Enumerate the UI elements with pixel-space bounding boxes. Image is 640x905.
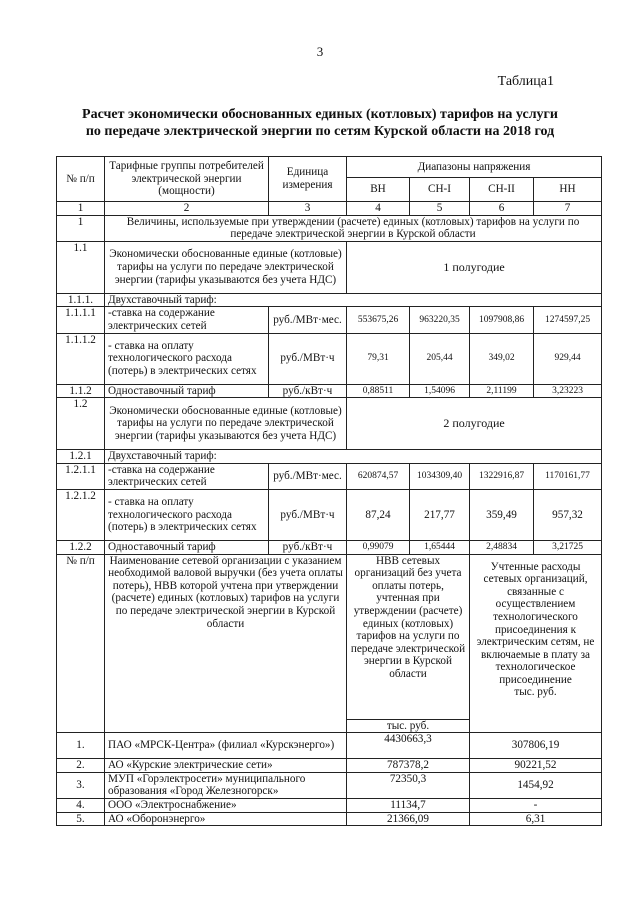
col-num-5: 5 bbox=[410, 202, 470, 216]
col-num-3: 3 bbox=[269, 202, 347, 216]
h1-maint-nn: 1274597,25 bbox=[534, 307, 602, 333]
org-row-4-num: 4. bbox=[57, 798, 105, 812]
h1-loss-sn1: 205,44 bbox=[410, 333, 470, 384]
h2-loss-nn: 957,32 bbox=[534, 489, 602, 540]
h2-num: 1.2 bbox=[57, 398, 105, 450]
h2-loss-vn: 87,24 bbox=[347, 489, 410, 540]
col-num-1: 1 bbox=[57, 202, 105, 216]
h2-loss-label: - ставка на оплату технологического расхода (потерь) в электрических сетях bbox=[105, 489, 269, 540]
col-num-4: 4 bbox=[347, 202, 410, 216]
h2-maint-unit: руб./МВт·мес. bbox=[269, 463, 347, 489]
org-row-2-nvv: 787378,2 bbox=[347, 759, 470, 773]
h1-two-rate-num: 1.1.1. bbox=[57, 293, 105, 307]
h1-maint-unit: руб./МВт·мес. bbox=[269, 307, 347, 333]
h2-single-sn1: 1,65444 bbox=[410, 540, 470, 554]
h2-loss-unit: руб./МВт·ч bbox=[269, 489, 347, 540]
h2-single-nn: 3,21725 bbox=[534, 540, 602, 554]
org-row-4-nvv: 11134,7 bbox=[347, 798, 470, 812]
h1-single-nn: 3,23223 bbox=[534, 384, 602, 398]
org-row-4-name: ООО «Электроснабжение» bbox=[105, 798, 347, 812]
h2-two-rate-num: 1.2.1 bbox=[57, 450, 105, 464]
org-row-3-name: МУП «Горэлектросети» муниципального образования «Город Железногорск» bbox=[105, 772, 347, 798]
h1-loss-vn: 79,31 bbox=[347, 333, 410, 384]
org-row-4-exp: - bbox=[470, 798, 602, 812]
h1-single-label: Одноставочный тариф bbox=[105, 384, 269, 398]
h2-single-vn: 0,99079 bbox=[347, 540, 410, 554]
h2-maint-num: 1.2.1.1 bbox=[57, 463, 105, 489]
org-row-3-exp: 1454,92 bbox=[470, 772, 602, 798]
h1-single-sn2: 2,11199 bbox=[470, 384, 534, 398]
section1-text: Величины, используемые при утверждении (расчете) единых (котловых) тарифов на услуги по передаче электрической энергии в Курской области bbox=[105, 215, 602, 241]
h2-single-sn2: 2,48834 bbox=[470, 540, 534, 554]
h2-text: Экономически обоснованные единые (котловые) тарифы на услуги по передаче электрической энергии (тарифы указываются без учета НДС) bbox=[105, 398, 347, 450]
h1-maint-sn1: 963220,35 bbox=[410, 307, 470, 333]
h1-loss-num: 1.1.1.2 bbox=[57, 333, 105, 384]
h1-maint-vn: 553675,26 bbox=[347, 307, 410, 333]
org-row-2-num: 2. bbox=[57, 759, 105, 773]
org-row-5-name: АО «Оборонэнерго» bbox=[105, 812, 347, 826]
page-number: 3 bbox=[316, 44, 324, 59]
h2-loss-num: 1.2.1.2 bbox=[57, 489, 105, 540]
orgs-exp-head: Учтенные расходы сетевых организаций, связанные с осуществлением технологического присоединения к электрическим сетям, не включаемые в плату за технологическое присоединение bbox=[476, 560, 595, 686]
h1-period: 1 полугодие bbox=[347, 241, 602, 293]
col-num-2: 2 bbox=[105, 202, 269, 216]
h1-single-num: 1.1.2 bbox=[57, 384, 105, 398]
h2-two-rate-label: Двухставочный тариф: bbox=[105, 450, 602, 464]
org-row-1-num: 1. bbox=[57, 733, 105, 759]
title-line-1: Расчет экономически обоснованных единых (котловых) тарифов на услуги bbox=[82, 107, 558, 122]
h2-maint-vn: 620874,57 bbox=[347, 463, 410, 489]
h1-single-vn: 0,88511 bbox=[347, 384, 410, 398]
section1-num: 1 bbox=[57, 215, 105, 241]
header-groups: Тарифные группы потребителей электрической энергии (мощности) bbox=[105, 157, 269, 202]
h1-loss-label: - ставка на оплату технологического расхода (потерь) в электрических сетях bbox=[105, 333, 269, 384]
document-title bbox=[40, 106, 600, 140]
orgs-nvv-unit: тыс. руб. bbox=[347, 719, 470, 733]
h1-single-unit: руб./кВт·ч bbox=[269, 384, 347, 398]
h1-loss-nn: 929,44 bbox=[534, 333, 602, 384]
header-vn: ВН bbox=[347, 178, 410, 202]
table-label: Таблица1 bbox=[497, 74, 554, 89]
orgs-name-head: Наименование сетевой организации с указанием необходимой валовой выручки (без учета оплаты потерь), НВВ которой учтена при утверждении (расчете) единых (котловых) тарифов на услуги по передаче электрической энергии в Курской области bbox=[105, 554, 347, 733]
h1-maint-sn2: 1097908,86 bbox=[470, 307, 534, 333]
h2-single-unit: руб./кВт·ч bbox=[269, 540, 347, 554]
header-sn2: СН-II bbox=[470, 178, 534, 202]
h2-single-label: Одноставочный тариф bbox=[105, 540, 269, 554]
org-row-3-num: 3. bbox=[57, 772, 105, 798]
org-row-2-name: АО «Курские электрические сети» bbox=[105, 759, 347, 773]
h1-loss-sn2: 349,02 bbox=[470, 333, 534, 384]
header-nn: НН bbox=[534, 178, 602, 202]
header-ranges: Диапазоны напряжения bbox=[347, 157, 602, 178]
h1-single-sn1: 1,54096 bbox=[410, 384, 470, 398]
org-row-2-exp: 90221,52 bbox=[470, 759, 602, 773]
h2-loss-sn1: 217,77 bbox=[410, 489, 470, 540]
h1-maint-num: 1.1.1.1 bbox=[57, 307, 105, 333]
orgs-exp-unit: тыс. руб. bbox=[514, 686, 557, 699]
org-row-5-exp: 6,31 bbox=[470, 812, 602, 826]
h1-text: Экономически обоснованные единые (котловые) тарифы на услуги по передаче электрической энергии (тарифы указываются без учета НДС) bbox=[105, 241, 347, 293]
org-row-1-nvv: 4430663,3 bbox=[347, 733, 470, 759]
header-sn1: СН-I bbox=[410, 178, 470, 202]
tariff-table bbox=[56, 156, 602, 826]
orgs-num-head: № п/п bbox=[57, 554, 105, 733]
h2-maint-sn2: 1322916,87 bbox=[470, 463, 534, 489]
org-row-3-nvv: 72350,3 bbox=[347, 772, 470, 798]
orgs-nvv-head: НВВ сетевых организаций без учета оплаты потерь, учтенная при утверждении (расчете) единых (котловых) тарифов на услуги по передаче электрической энергии в Курской области bbox=[347, 554, 470, 719]
h2-maint-label: -ставка на содержание электрических сетей bbox=[105, 463, 269, 489]
h2-loss-sn2: 359,49 bbox=[470, 489, 534, 540]
org-row-1-name: ПАО «МРСК-Центра» (филиал «Курскэнерго») bbox=[105, 733, 347, 759]
title-line-2: по передаче электрической энергии по сетям Курской области на 2018 год bbox=[85, 124, 555, 139]
header-num: № п/п bbox=[57, 157, 105, 202]
h2-maint-nn: 1170161,77 bbox=[534, 463, 602, 489]
h1-loss-unit: руб./МВт·ч bbox=[269, 333, 347, 384]
h1-maint-label: -ставка на содержание электрических сетей bbox=[105, 307, 269, 333]
h2-period: 2 полугодие bbox=[347, 398, 602, 450]
h1-two-rate-label: Двухставочный тариф: bbox=[105, 293, 602, 307]
org-row-5-nvv: 21366,09 bbox=[347, 812, 470, 826]
col-num-7: 7 bbox=[534, 202, 602, 216]
org-row-5-num: 5. bbox=[57, 812, 105, 826]
header-unit: Единица измерения bbox=[269, 157, 347, 202]
col-num-6: 6 bbox=[470, 202, 534, 216]
h2-maint-sn1: 1034309,40 bbox=[410, 463, 470, 489]
h2-single-num: 1.2.2 bbox=[57, 540, 105, 554]
h1-num: 1.1 bbox=[57, 241, 105, 293]
org-row-1-exp: 307806,19 bbox=[470, 733, 602, 759]
